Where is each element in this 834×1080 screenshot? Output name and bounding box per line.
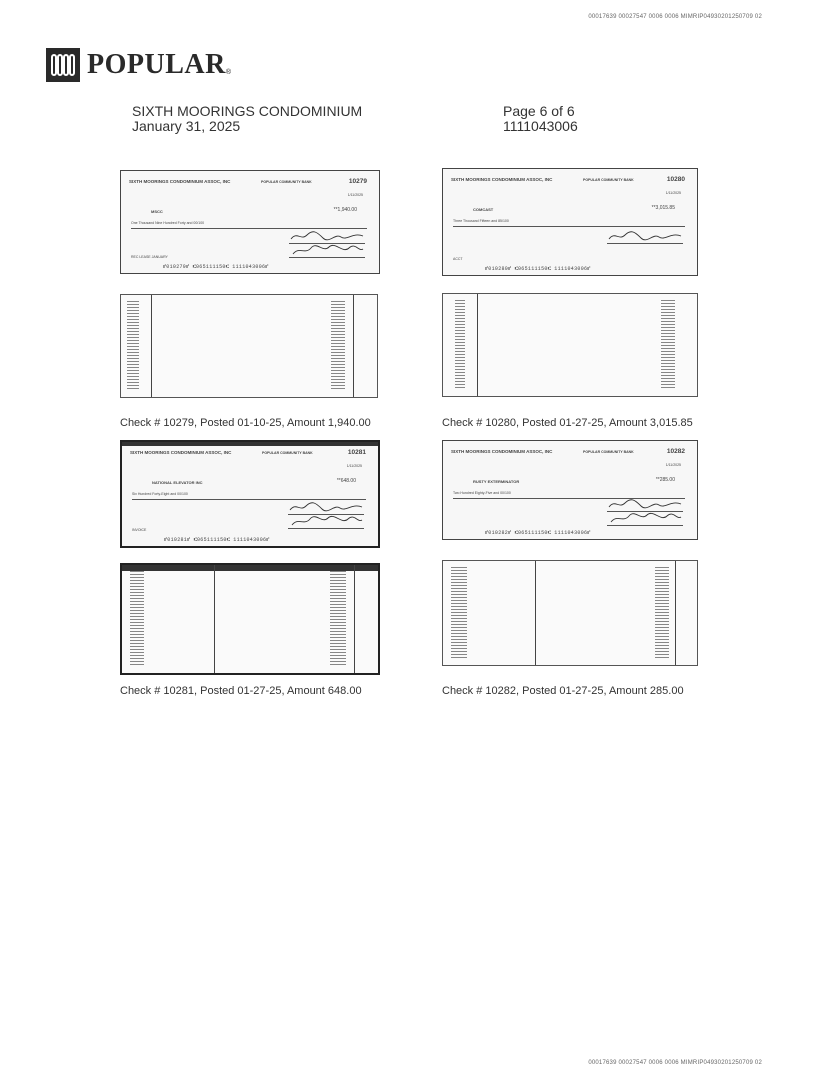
check-bank: POPULAR COMMUNITY BANK <box>583 450 634 454</box>
signature-icon <box>289 229 365 244</box>
check-amount: **3,015.85 <box>651 205 675 211</box>
check-bank: POPULAR COMMUNITY BANK <box>262 451 313 455</box>
signature-icon <box>288 500 364 515</box>
check-amount: **1,940.00 <box>333 207 357 213</box>
check-memo: INVOICE <box>132 528 147 532</box>
bank-logo <box>46 48 231 82</box>
check-amount-words: One Thousand Nine Hundred Forty and 00/100 <box>131 221 205 225</box>
check-caption: Check # 10282, Posted 01-27-25, Amount 285.00 <box>442 685 684 697</box>
statement-date: January 31, 2025 <box>132 118 241 134</box>
account-number: 1111043006 <box>503 118 578 134</box>
check-bank: POPULAR COMMUNITY BANK <box>583 178 634 182</box>
check-payee: RUSTY EXTERMINATOR <box>473 479 520 484</box>
check-back-image <box>442 560 698 666</box>
check-number: 10280 <box>666 176 685 183</box>
account-name: SIXTH MOORINGS CONDOMINIUM <box>132 103 363 119</box>
statement-header-right <box>503 104 578 134</box>
check-amount-words: Three Thousand Fifteen and 85/100 <box>453 219 509 223</box>
check-payer: SIXTH MOORINGS CONDOMINIUM ASSOC, INC <box>451 177 553 182</box>
check-amount: **648.00 <box>336 478 356 484</box>
signature-icon <box>607 511 683 526</box>
check-number: 10279 <box>348 178 367 185</box>
check-micr-line: ⑈010279⑈ ⑆065111150⑆ 1111043006⑈ <box>163 264 269 270</box>
check-date: 1/11/2025 <box>346 464 362 468</box>
check-payee: COMCAST <box>473 207 494 212</box>
popular-logo-icon <box>46 48 80 82</box>
document-code-bottom: 00017639 00027547 0006 0006 MIMRIP04930201250709 02 <box>588 1060 762 1066</box>
check-date: 1/11/2025 <box>347 193 363 197</box>
check-payee: NATIONAL ELEVATOR INC <box>152 480 203 485</box>
page-indicator: Page 6 of 6 <box>503 103 575 119</box>
check-memo: REC LEASE JANUARY <box>131 255 168 259</box>
check-amount-words: Two Hundred Eighty-Five and 00/100 <box>453 491 511 495</box>
check-front-image <box>120 440 380 548</box>
check-payee: MSCC <box>151 209 163 214</box>
document-code-top: 00017639 00027547 0006 0006 MIMRIP04930201250709 02 <box>588 14 762 20</box>
signature-icon <box>607 229 683 244</box>
check-payer: SIXTH MOORINGS CONDOMINIUM ASSOC, INC <box>129 179 231 184</box>
check-memo: ACCT <box>453 257 463 261</box>
check-payer: SIXTH MOORINGS CONDOMINIUM ASSOC, INC <box>451 449 553 454</box>
check-front-image <box>120 170 380 274</box>
check-back-image <box>442 293 698 397</box>
logo-wordmark: POPULAR <box>87 49 226 80</box>
signature-icon <box>607 497 683 512</box>
check-micr-line: ⑈010282⑈ ⑆065111150⑆ 1111043006⑈ <box>485 530 591 536</box>
check-date: 1/11/2025 <box>665 463 681 467</box>
signature-icon <box>288 514 364 529</box>
check-front-image <box>442 168 698 276</box>
check-micr-line: ⑈010280⑈ ⑆065111150⑆ 1111043006⑈ <box>485 266 591 272</box>
signature-icon <box>289 243 365 258</box>
check-caption: Check # 10280, Posted 01-27-25, Amount 3,015.85 <box>442 417 693 429</box>
check-micr-line: ⑈010281⑈ ⑆065111150⑆ 1111043006⑈ <box>164 537 270 543</box>
check-front-image <box>442 440 698 540</box>
check-back-image <box>120 294 378 398</box>
check-caption: Check # 10279, Posted 01-10-25, Amount 1,940.00 <box>120 417 371 429</box>
check-caption: Check # 10281, Posted 01-27-25, Amount 648.00 <box>120 685 362 697</box>
check-number: 10281 <box>347 449 366 456</box>
check-back-image <box>120 563 380 675</box>
check-number: 10282 <box>666 448 685 455</box>
check-payer: SIXTH MOORINGS CONDOMINIUM ASSOC, INC <box>130 450 232 455</box>
check-bank: POPULAR COMMUNITY BANK <box>261 180 312 184</box>
registered-mark: ® <box>225 69 231 76</box>
check-amount-words: Six Hundred Forty-Eight and 00/100 <box>132 492 188 496</box>
check-date: 1/11/2025 <box>665 191 681 195</box>
statement-header-left <box>132 104 362 134</box>
check-amount: **285.00 <box>655 477 675 483</box>
